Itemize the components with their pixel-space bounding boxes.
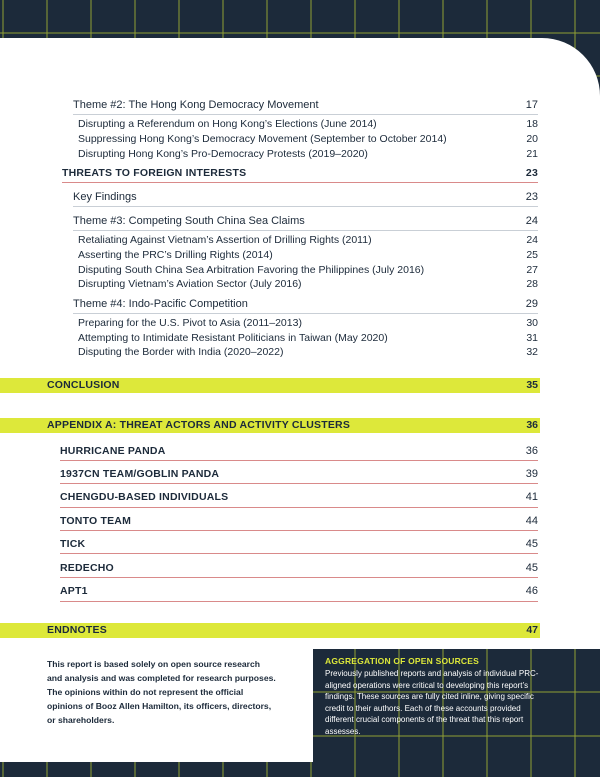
toc-appendix-bar[interactable] (0, 418, 540, 433)
toc-label: Theme #4: Indo-Pacific Competition (73, 298, 248, 310)
toc-label: CONCLUSION (47, 379, 120, 391)
toc-label: HURRICANE PANDA (60, 445, 166, 457)
divider (60, 507, 538, 508)
divider (73, 230, 538, 231)
sources-heading: AGGREGATION OF OPEN SOURCES (325, 656, 480, 666)
toc-label: Theme #3: Competing South China Sea Claims (73, 215, 305, 227)
toc-label: Theme #2: The Hong Kong Democracy Movement (73, 99, 319, 111)
divider (60, 530, 538, 531)
toc-page-number: 25 (526, 249, 538, 261)
divider (62, 182, 538, 183)
toc-label: Retaliating Against Vietnam’s Assertion of Drilling Rights (2011) (78, 234, 372, 246)
divider (60, 483, 538, 484)
divider (60, 460, 538, 461)
toc-conclusion-bar[interactable] (0, 378, 540, 393)
toc-label: Preparing for the U.S. Pivot to Asia (2011–2013) (78, 317, 302, 329)
toc-label: Disrupting Hong Kong’s Pro-Democracy Protests (2019–2020) (78, 148, 368, 160)
toc-label: Disputing South China Sea Arbitration Favoring the Philippines (July 2016) (78, 264, 425, 276)
toc-page-number: 31 (526, 332, 538, 344)
divider (73, 206, 538, 207)
toc-label: Disputing the Border with India (2020–2022) (78, 346, 284, 358)
toc-page-number: 45 (525, 538, 538, 550)
toc-page-number: 41 (525, 491, 538, 503)
toc-page-number: 17 (525, 99, 538, 111)
toc-label: Key Findings (73, 191, 137, 203)
toc-label: REDECHO (60, 562, 114, 574)
toc-label: Disrupting Vietnam’s Aviation Sector (July 2016) (78, 278, 302, 290)
toc-page-number: 36 (526, 419, 538, 431)
toc-page-number: 27 (526, 264, 538, 276)
toc-page-number: 24 (526, 234, 538, 246)
toc-label: Attempting to Intimidate Resistant Politicians in Taiwan (May 2020) (78, 332, 388, 344)
toc-page-number: 20 (526, 133, 538, 145)
toc-label: 1937CN TEAM/GOBLIN PANDA (60, 468, 220, 480)
toc-page-number: 45 (525, 562, 538, 574)
divider (60, 601, 538, 602)
toc-page-number: 29 (525, 298, 538, 310)
toc-page-number: 32 (526, 346, 538, 358)
toc-page-number: 23 (525, 167, 538, 179)
toc-page-number: 24 (525, 215, 538, 227)
toc-page-number: 47 (526, 624, 538, 636)
toc-label: ENDNOTES (47, 624, 107, 636)
divider (60, 553, 538, 554)
toc-label: Suppressing Hong Kong’s Democracy Movement (September to October 2014) (78, 133, 447, 145)
toc-endnotes-bar[interactable] (0, 623, 540, 638)
toc-page-number: 44 (525, 515, 538, 527)
toc-page-number: 30 (526, 317, 538, 329)
toc-page-number: 39 (525, 468, 538, 480)
toc-page-number: 23 (525, 191, 538, 203)
divider (73, 114, 538, 115)
toc-page-number: 36 (525, 445, 538, 457)
toc-page-number: 28 (526, 278, 538, 290)
toc-label: TONTO TEAM (60, 515, 132, 527)
toc-page-number: 21 (526, 148, 538, 160)
toc-label: APT1 (60, 585, 88, 597)
divider (73, 313, 538, 314)
toc-page-number: 18 (526, 118, 538, 130)
sources-body: Previously published reports and analysis of individual PRC-aligned operations were critical to developing this report’s findings. These sources are fully cited inline, giving specific credit to their authors. Each of these accounts provided different crucial components of the threat that this report assesses. (325, 669, 539, 736)
sources-callout (325, 656, 545, 737)
divider (60, 577, 538, 578)
toc-label: CHENGDU-BASED INDIVIDUALS (60, 491, 229, 503)
toc-label: TICK (60, 538, 86, 550)
disclaimer-text: This report is based solely on open source research and analysis and was completed for research purposes. The opinions within do not represent the official opinions of Booz Allen Hamilton, its officers, directors, or shareholders. (47, 659, 276, 725)
toc-label: APPENDIX A: THREAT ACTORS AND ACTIVITY CLUSTERS (47, 419, 351, 431)
toc-label: THREATS TO FOREIGN INTERESTS (62, 167, 247, 179)
toc-page-number: 35 (526, 379, 538, 391)
toc-label: Asserting the PRC’s Drilling Rights (2014) (78, 249, 273, 261)
toc-page-number: 46 (525, 585, 538, 597)
toc-label: Disrupting a Referendum on Hong Kong’s Elections (June 2014) (78, 118, 377, 130)
